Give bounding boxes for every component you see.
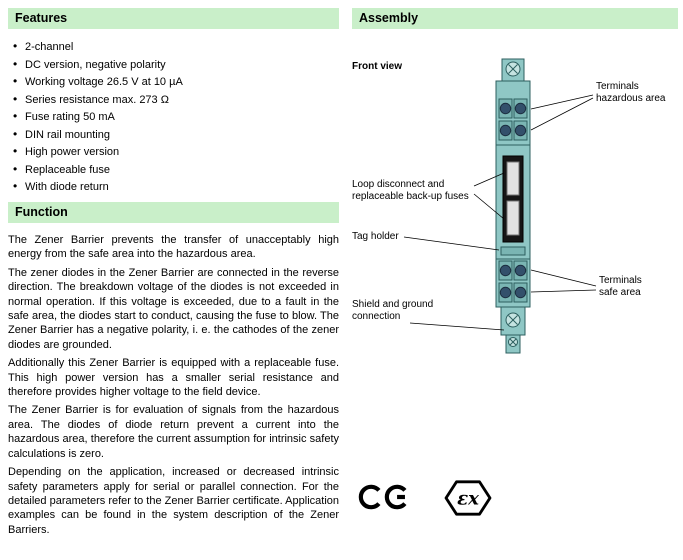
left-column bbox=[8, 8, 339, 541]
callout-line: safe area bbox=[599, 287, 641, 298]
callout-line: Terminals bbox=[599, 275, 642, 286]
feature-item: • DC version, negative polarity bbox=[13, 59, 339, 71]
function-paragraph: Depending on the application, increased or decreased intrinsic safety parameters apply for serial or parallel connection. For the detailed parameters refer to the Zener Barrier certificate. Application examples can be found in the system description of the Zener Barriers. bbox=[8, 466, 339, 536]
ex-atex-mark-icon bbox=[443, 477, 493, 519]
callout-line: hazardous area bbox=[596, 93, 666, 104]
features-title: Features bbox=[15, 11, 68, 25]
callout-line: Tag holder bbox=[352, 231, 399, 242]
assembly-title: Assembly bbox=[359, 11, 419, 25]
feature-item: • Replaceable fuse bbox=[13, 164, 339, 176]
callout-line: Terminals bbox=[596, 81, 639, 92]
function-paragraph: Additionally this Zener Barrier is equipped with a replaceable fuse. This high power version has a smaller serial resistance and therefore provides higher voltage to the field device. bbox=[8, 357, 339, 399]
feature-item: • High power version bbox=[13, 146, 339, 158]
features-header bbox=[8, 8, 339, 29]
assembly-header bbox=[352, 8, 678, 29]
callout-tag-holder bbox=[352, 231, 399, 243]
feature-item: • 2-channel bbox=[13, 41, 339, 53]
ce-mark-icon bbox=[358, 484, 412, 510]
callout-loop-disconnect-fuses bbox=[352, 179, 469, 203]
callout-line: Loop disconnect and bbox=[352, 179, 445, 190]
callout-shield-ground-connection bbox=[352, 299, 433, 323]
assembly-diagram bbox=[352, 29, 678, 553]
function-paragraph: The Zener Barrier prevents the transfer of unacceptably high energy from the safe area into the hazardous area. bbox=[8, 234, 339, 261]
function-paragraph: The Zener Barrier is for evaluation of signals from the hazardous area. The diodes of diode return prevent a current into the hazardous area, therefore the current assumption for intrinsic safety calculations is zero. bbox=[8, 404, 339, 460]
callout-line: Shield and ground bbox=[352, 299, 434, 310]
device-body bbox=[496, 59, 530, 353]
callout-terminals-safe-area bbox=[599, 275, 642, 299]
function-paragraph: The zener diodes in the Zener Barrier are connected in the reverse direction. The breakdown voltage of the diodes is not exceeded in normal operation. If this voltage is exceeded, due to a fault in the safe area, the diodes start to conduct, causing the fuse to blow. The Zener Barrier has a negative polarity, i. e. the cathodes of the zener diodes are grounded. bbox=[8, 266, 339, 351]
feature-item: • Fuse rating 50 mA bbox=[13, 111, 339, 123]
right-column bbox=[352, 8, 678, 553]
feature-item: • Working voltage 26.5 V at 10 µA bbox=[13, 76, 339, 88]
callout-line: replaceable back-up fuses bbox=[352, 191, 469, 202]
feature-item: • With diode return bbox=[13, 181, 339, 193]
function-header bbox=[8, 202, 339, 223]
feature-item: • Series resistance max. 273 Ω bbox=[13, 94, 339, 106]
function-title: Function bbox=[15, 205, 68, 219]
callout-terminals-hazardous-area bbox=[596, 81, 666, 105]
feature-item: • DIN rail mounting bbox=[13, 129, 339, 141]
function-text bbox=[8, 223, 339, 537]
front-view-label: Front view bbox=[352, 61, 403, 72]
callout-line: connection bbox=[352, 311, 401, 322]
ex-glyph: εx bbox=[457, 488, 479, 510]
features-list bbox=[8, 29, 339, 193]
